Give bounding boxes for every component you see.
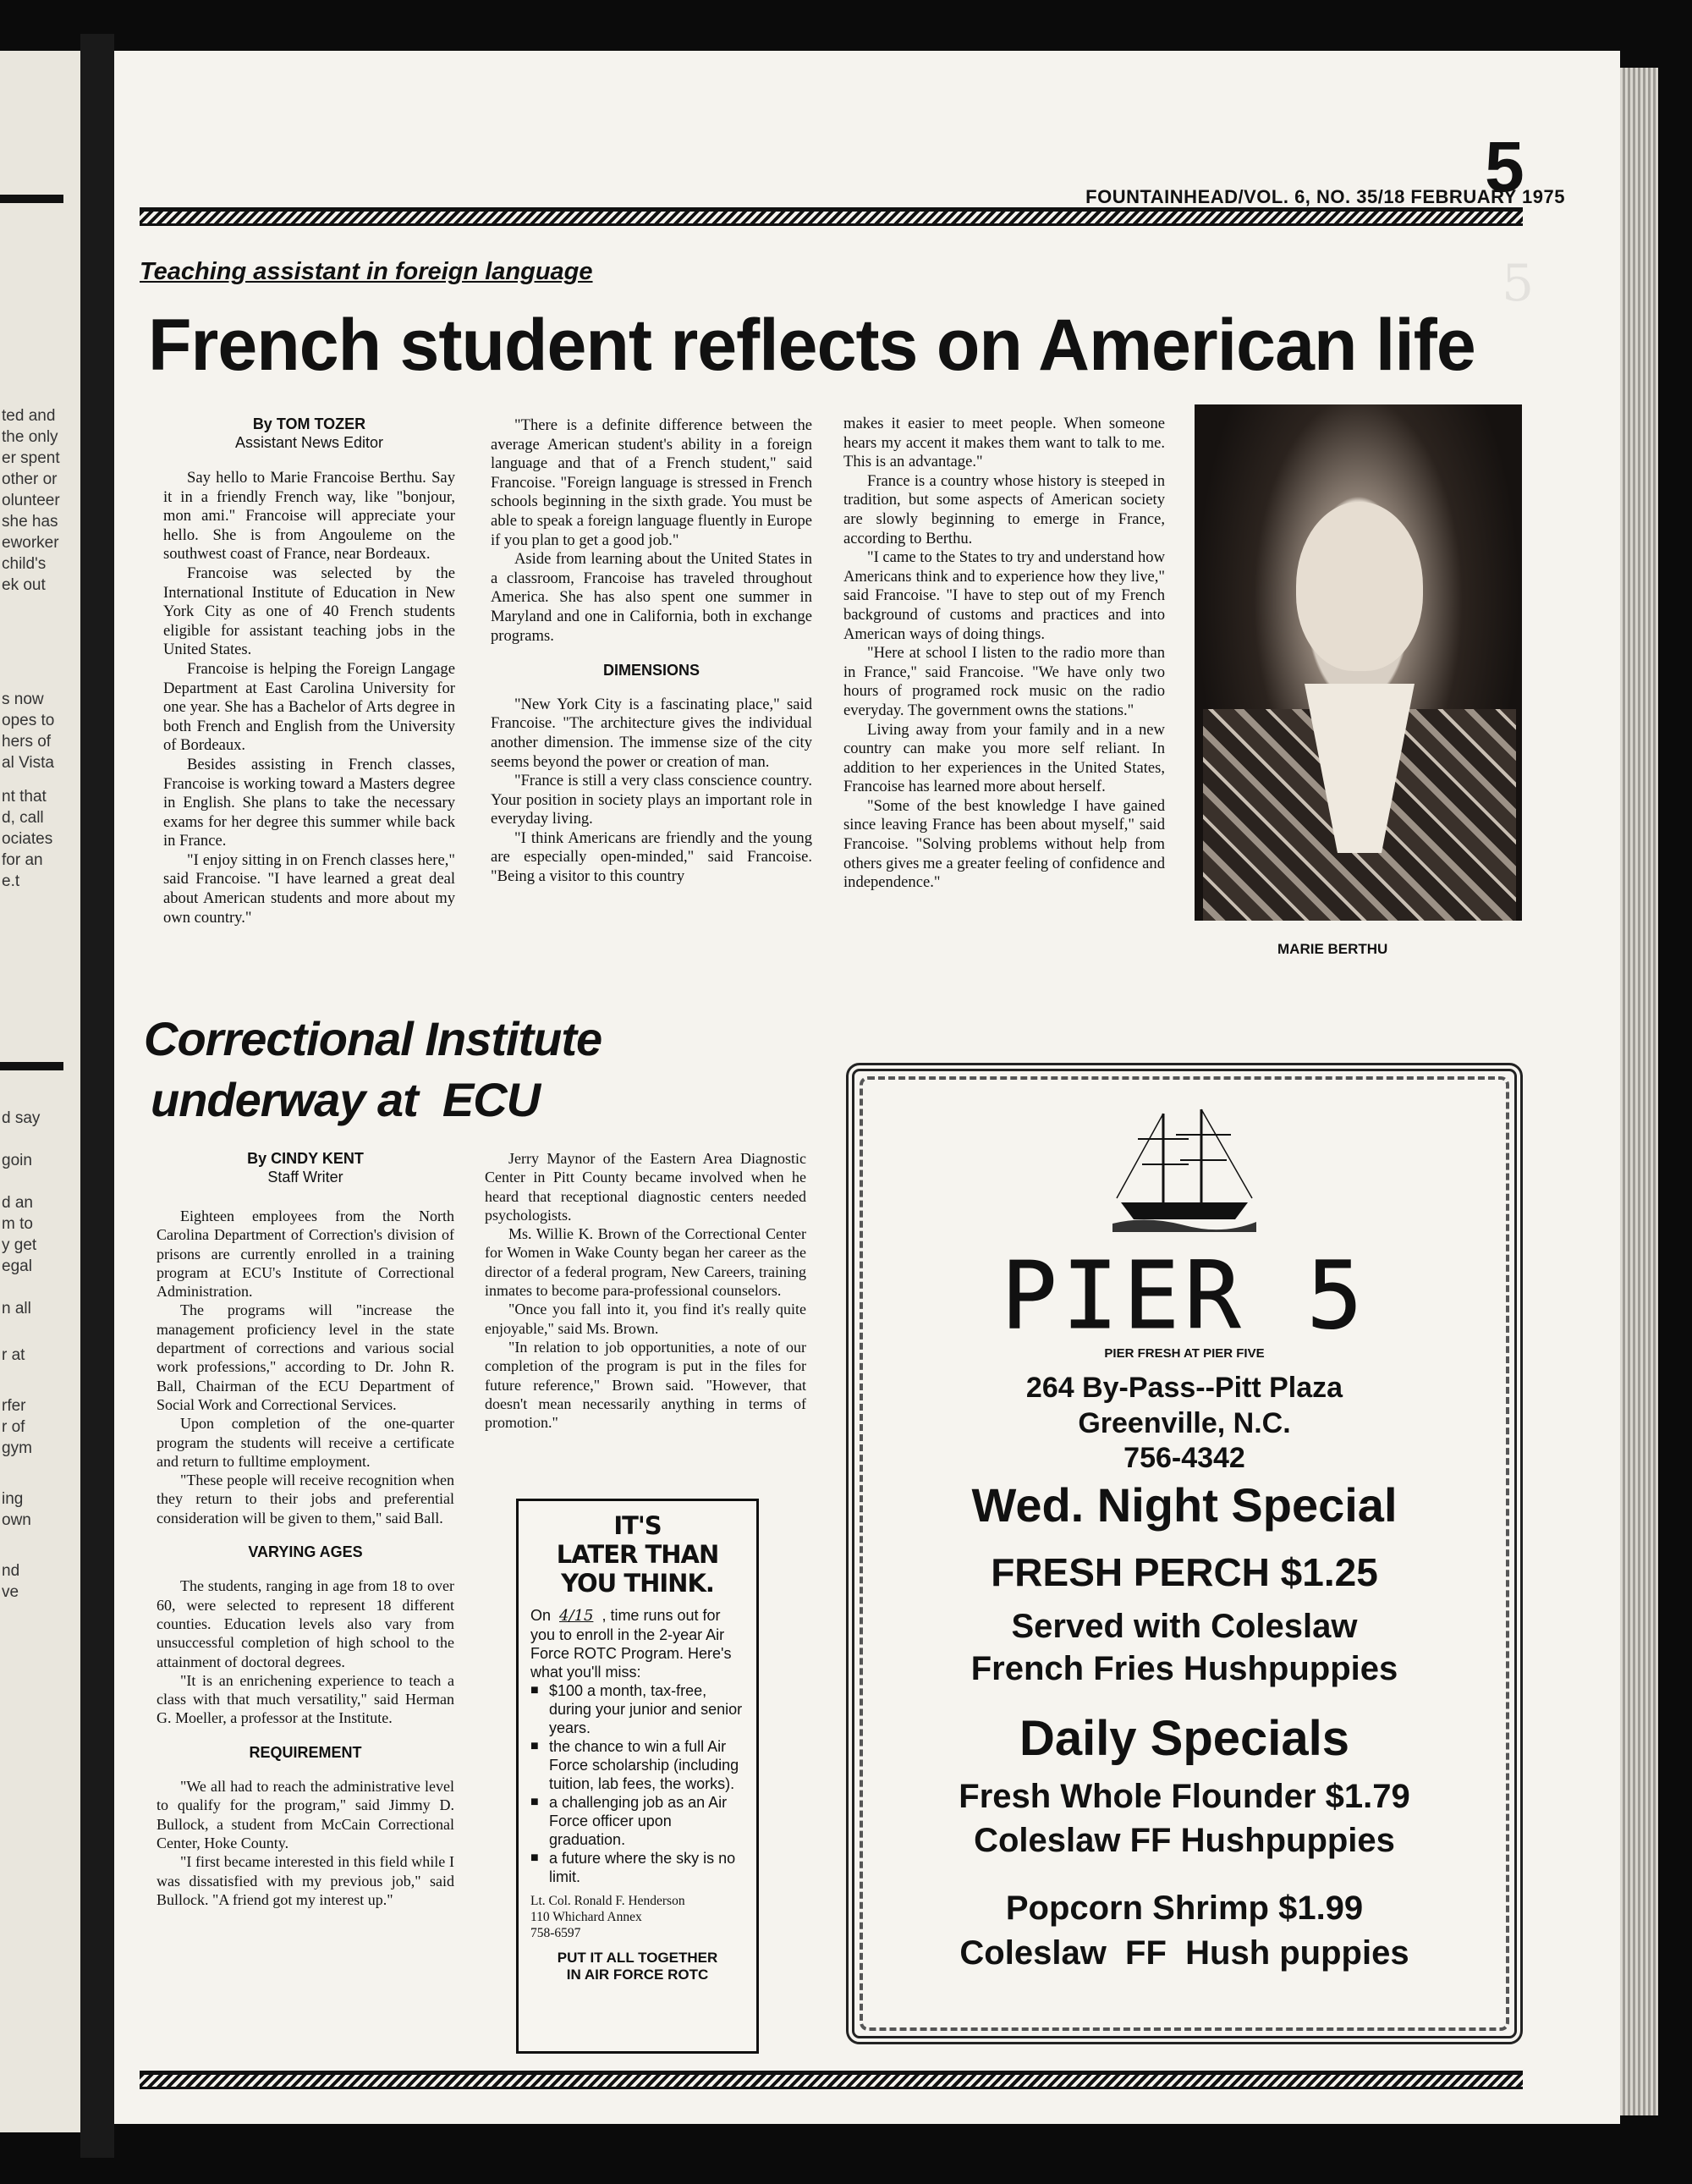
paragraph: "In relation to job opportunities, a note of our completion of the program is put in the files for future reference," Brown said. "However, that doesn't mean necessarily anything in terms of promotion." [485,1338,806,1432]
adjacent-page-text-fragment: other or [2,470,58,488]
adjacent-page-text-fragment: m to [2,1215,33,1233]
article1-column-3 [843,415,1165,893]
ad-headline-line: YOU THINK. [561,1569,714,1598]
header-rule [140,207,1523,226]
adjacent-page-text-fragment: ve [2,1583,19,1601]
adjacent-page-text-fragment: al Vista [2,754,54,772]
section-subhead: REQUIREMENT [249,1743,362,1761]
handwritten-deadline-date: 4/15 [559,1607,594,1625]
binding-gutter [80,34,114,2158]
contact-name: Lt. Col. Ronald F. Henderson [530,1894,685,1908]
section-subhead: VARYING AGES [248,1543,363,1561]
ad-contact [530,1893,744,1941]
benefits-list [530,1681,744,1886]
paragraph: Besides assisting in French classes, Francoise is working toward a Masters degree in English. She plans to take the necessary exams for her degree this summer while back in France. [163,755,455,850]
adjacent-page-text-fragment: rfer [2,1397,26,1415]
article2-headline-line-1: Correctional Institute [144,1012,602,1065]
adjacent-page-text-fragment: nd [2,1562,20,1580]
adjacent-page-text-fragment: ted and [2,407,56,425]
paragraph: Aside from learning about the United States in a classroom, Francoise has traveled throughout America. She has also spent one summer in Maryland and one in California, both in exchange programs. [491,550,812,645]
photo-caption: MARIE BERTHU [1277,941,1388,957]
adjacent-page-text-fragment: olunteer [2,492,60,509]
adjacent-page-text-fragment: d, call [2,809,44,827]
footer-rule [140,2071,1523,2089]
paragraph: France is a country whose history is steeped in tradition, but some aspects of American society are slowly beginning to emerge in France, according to Berthu. [843,471,1165,547]
article-kicker: Teaching assistant in foreign language [140,258,593,285]
adjacent-page-text-fragment: nt that [2,788,47,806]
paragraph: The students, ranging in age from 18 to over 60, were selected to represent 18 different counties. Education levels also vary from unsuccessful completion of high school to the attainment of doctoral degrees. [157,1577,454,1670]
ad-phone: 756-4342 [1123,1442,1245,1474]
adjacent-page-text-fragment: er spent [2,449,60,467]
weekly-special-sides: Served with Coleslaw [1011,1608,1358,1645]
paragraph: "Once you fall into it, you find it's really quite enjoyable," said Ms. Brown. [485,1301,806,1337]
paragraph: "There is a definite difference between the average American student's ability in a foreign language and that of a French student," said Francoise. "Foreign language is stressed in French schools beginning in the sixth grade. You must be able to speak a foreign language fluently in Europe if you plan to get a good job." [491,416,813,549]
adjacent-page-text-fragment: she has [2,513,58,531]
paragraph: "I came to the States to try and understand how Americans think and to experience how they live," said Francoise. "I have to step out of my French background of customs and practices and into American ways of doing things. [843,548,1166,643]
adjacent-page-text-fragment: opes to [2,712,55,729]
page-stack-edge [1620,68,1658,2115]
adjacent-page-text-fragment: s now [2,690,44,708]
paragraph: "France is still a very class conscience country. Your position in society plays an important role in everyday living. [491,772,812,828]
left-page-rule [0,1062,63,1070]
paragraph: "Here at school I listen to the radio more than in France," said Francoise. "We have only two hours of programed rock music on the radio everyday. The government owns the stations." [843,644,1165,719]
portrait-photo [1195,404,1522,921]
adjacent-page-text-fragment: ek out [2,576,46,594]
weekly-special-sides: French Fries Hushpuppies [970,1650,1398,1687]
page-number: 5 [1485,127,1524,206]
photo-face [1296,502,1423,671]
paragraph: Francoise was selected by the International Institute of Education in New York City as one of 40 French students eligible for assistant teaching jobs in the United States. [163,564,455,659]
ad-address-line: 264 By-Pass--Pitt Plaza [1025,1372,1343,1404]
article-headline: French student reflects on American life [148,305,1475,386]
adjacent-page-text-fragment: e.t [2,872,20,890]
adjacent-page-text-fragment: y get [2,1236,37,1254]
paragraph: Eighteen employees from the North Carolina Department of Correction's division of prisons are currently enrolled in a training program at ECU's Institute of Correctional Administration. [157,1208,454,1301]
byline [163,415,455,452]
folio-line: FOUNTAINHEAD/VOL. 6, NO. 35/18 FEBRUARY 1975 [1085,186,1565,207]
list-item: ■ a challenging job as an Air Force officer upon graduation. [530,1793,744,1849]
daily-special-sides: Coleslaw FF Hush puppies [959,1934,1409,1972]
article1-column-1 [163,415,455,927]
contact-address: 110 Whichard Annex [530,1910,642,1924]
adjacent-page-text-fragment: n all [2,1300,31,1318]
ad-intro-pre: On [530,1607,552,1624]
pier-5-restaurant-ad [846,1063,1523,2044]
paragraph: Say hello to Marie Francoise Berthu. Say it in a friendly French way, like "bonjour, mon ami." Francoise will appreciate your hello. She is from Angouleme on the southwest coast of France, near Bordeaux. [163,469,455,564]
air-force-rotc-ad [516,1499,759,2054]
article2-column-1 [157,1149,454,1909]
adjacent-page-text-fragment: own [2,1511,31,1529]
slogan-line: PUT IT ALL TOGETHER [557,1950,718,1966]
byline-author: By TOM TOZER [252,415,366,432]
byline-role: Assistant News Editor [234,434,384,451]
ad-body [530,1606,744,1886]
adjacent-page-text-fragment: eworker [2,534,59,552]
adjacent-page-text-fragment: ociates [2,830,53,848]
daily-specials-heading: Daily Specials [1019,1711,1350,1766]
ad-headline-line: LATER THAN [556,1540,719,1569]
ad-headline-line: IT'S [613,1511,662,1540]
daily-special-item: Popcorn Shrimp $1.99 [1005,1890,1364,1927]
byline-author: By CINDY KENT [247,1150,364,1167]
sailing-ship-icon [1112,1105,1256,1241]
adjacent-page-text-fragment: child's [2,555,47,573]
paragraph: The programs will "increase the management proficiency level in the state department of corrections and various social work professions," according to Dr. John R. Ball, Chairman of the ECU Department of Social Work and Correctional Services. [157,1301,454,1413]
paragraph: "We all had to reach the administrative level to qualify for the program," said Jimmy D. Bullock, a student from McCain Correctional Center, Hoke County. [157,1778,454,1851]
adjacent-page-text-fragment: d say [2,1109,41,1127]
adjacent-page-text-fragment: d an [2,1194,33,1212]
paragraph: "I first became interested in this field while I was dissatisfied with my previous job," said Bullock. "A friend got my interest up." [157,1853,454,1908]
article2-headline-line-2: underway at ECU [151,1073,541,1126]
paragraph: "Some of the best knowledge I have gained since leaving France has been about myself," said Francoise. "Solving problems without help from others gives me a greater feeling of confidence and independence." [843,796,1165,892]
paragraph: Upon completion of the one-quarter program the students will receive a certificate and return to fulltime employment. [157,1415,454,1470]
adjacent-page-text-fragment: the only [2,428,58,446]
adjacent-page-text-fragment: gym [2,1439,32,1457]
paragraph: "New York City is a fascinating place," said Francoise. "The architecture gives the individual another dimension. The immense size of the city seems beyond the power or creation of man. [491,695,812,771]
paragraph: "It is an enrichening experience to teach a class with that much versatility," said Herman G. Moeller, a professor at the Institute. [157,1671,454,1727]
ad-headline [530,1511,744,1598]
list-item: ■ $100 a month, tax-free, during your junior and senior years. [530,1681,744,1737]
adjacent-page-text-fragment: for an [2,851,43,869]
adjacent-page-text-fragment: goin [2,1152,32,1169]
show-through-ghost-text: 5 [1502,254,1535,313]
paragraph: makes it easier to meet people. When someone hears my accent it makes them want to talk to me. This is an advantage." [843,415,1165,471]
slogan-line: IN AIR FORCE ROTC [566,1967,709,1983]
paragraph: Ms. Willie K. Brown of the Correctional Center for Women in Wake County began her career as the director of a federal program, New Careers, training inmates to become para-professional counselors. [485,1225,806,1300]
contact-phone: 758-6597 [530,1926,581,1940]
adjacent-page-text-fragment: r of [2,1418,25,1436]
weekly-special-heading: Wed. Night Special [971,1478,1398,1532]
adjacent-page-fragment [0,51,83,2132]
byline [157,1149,454,1186]
paragraph: "I enjoy sitting in on French classes here," said Francoise. "I have learned a great deal about American students and more about my own country." [163,850,455,927]
daily-special-sides: Coleslaw FF Hushpuppies [974,1822,1395,1859]
ad-slogan [530,1950,744,1983]
ad-tagline: PIER FRESH AT PIER FIVE [1104,1346,1265,1361]
paragraph: "I think Americans are friendly and the young are especially open-minded," said Francoise. "Being a visitor to this country [491,828,812,886]
daily-special-item: Fresh Whole Flounder $1.79 [959,1778,1410,1815]
left-page-rule [0,195,63,203]
ad-city-line: Greenville, N.C. [1078,1407,1291,1439]
weekly-special-item: FRESH PERCH $1.25 [991,1550,1378,1594]
list-item: ■ the chance to win a full Air Force scholarship (including tuition, lab fees, the works). [530,1737,744,1793]
pier-5-logo: PIER 5 [1001,1241,1368,1350]
paragraph: Francoise is helping the Foreign Langage Department at East Carolina University for one year. She has a Bachelor of Arts degree in both French and English from the University of Bordeaux. [163,659,455,755]
adjacent-page-text-fragment: r at [2,1346,25,1364]
article2-column-2 [485,1149,806,1432]
article1-column-2 [491,416,812,887]
byline-role: Staff Writer [267,1169,343,1186]
paragraph: Jerry Maynor of the Eastern Area Diagnostic Center in Pitt County became involved when he heard that receptional diagnostic centers needed psychologists. [485,1150,806,1224]
adjacent-page-text-fragment: egal [2,1257,32,1275]
adjacent-page-text-fragment: hers of [2,733,52,751]
adjacent-page-text-fragment: ing [2,1490,24,1508]
list-item: ■ a future where the sky is no limit. [530,1849,744,1886]
ad-intro-post: , time runs out for you to enroll in the 2-year Air Force ROTC Program. Here's what you'll miss: [530,1607,732,1681]
section-subhead: DIMENSIONS [602,662,700,679]
paragraph: "These people will receive recognition when they return to their jobs and preferential consideration will be given to them," said Ball. [157,1472,454,1527]
paragraph: Living away from your family and in a new country can make you more self reliant. In addition to her experiences in the United States, Francoise has learned more about herself. [843,720,1165,796]
